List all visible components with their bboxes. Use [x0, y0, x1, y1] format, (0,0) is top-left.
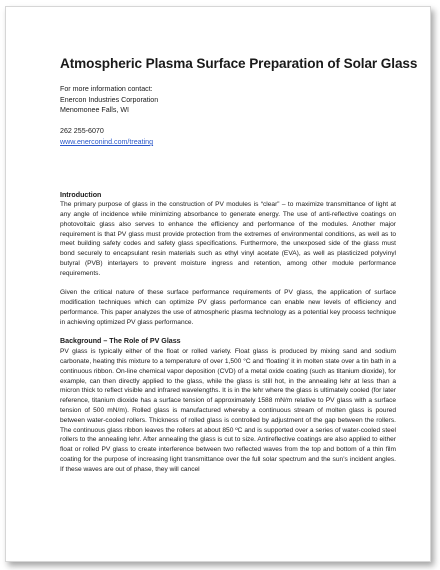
paragraph: Given the critical nature of these surface performance requirements of PV glass, the application of surface modification techniques which can optimize PV glass performance can enable new levels of efficiency and performance. This paper analyzes the use of atmospheric plasma technology as a potential key process technique in achieving optimized PV glass performance.: [60, 289, 396, 326]
page-content: [60, 55, 418, 474]
document-title: Atmospheric Plasma Surface Preparation of Solar Glass: [60, 56, 418, 71]
paragraph: PV glass is typically either of the float or rolled variety. Float glass is produced by mixing sand and sodium carbonate, heating this mixture to a temperature of over 1,500 °C and ‘floating’ it in molten state over a tin bath in a continuous ribbon. On-line chemical vapor deposition (CVD) of a metal oxide coating (such as titanium dioxide), for example, can then directly applied to the glass, while the glass is still hot, in the annealing lehr at less than a micron thick to reflect visible and infrared wavelengths. It is in the lehr where the glass is ultimately cooled (for later reference, titanium dioxide has a surface tension of approximately 1588 mN/m relative to PV glass with a surface tension of 500 mN/m). Rolled glass is manufactured whereby a continuous stream of molten glass is poured between water-cooled rollers. Thickness of rolled glass is controlled by adjustment of the gap between the rollers. The continuous glass ribbon leaves the rollers at about 850 ºC and is supported over a series of water-cooled steel rollers to the annealing lehr. After annealing the glass is cut to size. Antireflective coatings are also applied to either float or rolled PV glass to create interference between two reflected waves from the top and bottom of a thin film coating for the purpose of increasing light transmittance over the full solar spectrum and the sun’s incident angles. If these waves are out of phase, they will cancel: [60, 348, 396, 473]
document-page: [5, 6, 431, 562]
contact-company: Enercon Industries Corporation: [60, 95, 159, 104]
section-heading: Introduction: [60, 190, 102, 199]
section-background: [60, 337, 396, 474]
contact-website-link[interactable]: www.enerconind.com/treating: [60, 137, 154, 146]
contact-phone: 262 255-6070: [60, 127, 104, 136]
contact-intro: For more information contact:: [60, 85, 153, 93]
section-heading: Background – The Role of PV Glass: [60, 337, 181, 346]
contact-location: Menomonee Falls, WI: [60, 106, 129, 115]
contact-block: [60, 84, 396, 148]
section-introduction: [60, 191, 396, 328]
paragraph: The primary purpose of glass in the construction of PV modules is “clear” – to maximize transmittance of light at any angle of incidence while minimizing absorbance to generate energy. The use of anti-reflective coatings on photovoltaic glass also serves to enhance the efficiency and performance of the modules. Another major requirement is that PV glass must provide protection from the extremes of environmental conditions, as well as to meet building safety codes and safety glass specifications. Furthermore, the unexposed side of the glass must bond securely to encapsulant resin materials such as ethyl vinyl acetate (EVA), as well as plasticized polyvinyl butyral (PVB) interlayers to prevent moisture ingress and retention, among other module performance requirements.: [60, 201, 396, 277]
